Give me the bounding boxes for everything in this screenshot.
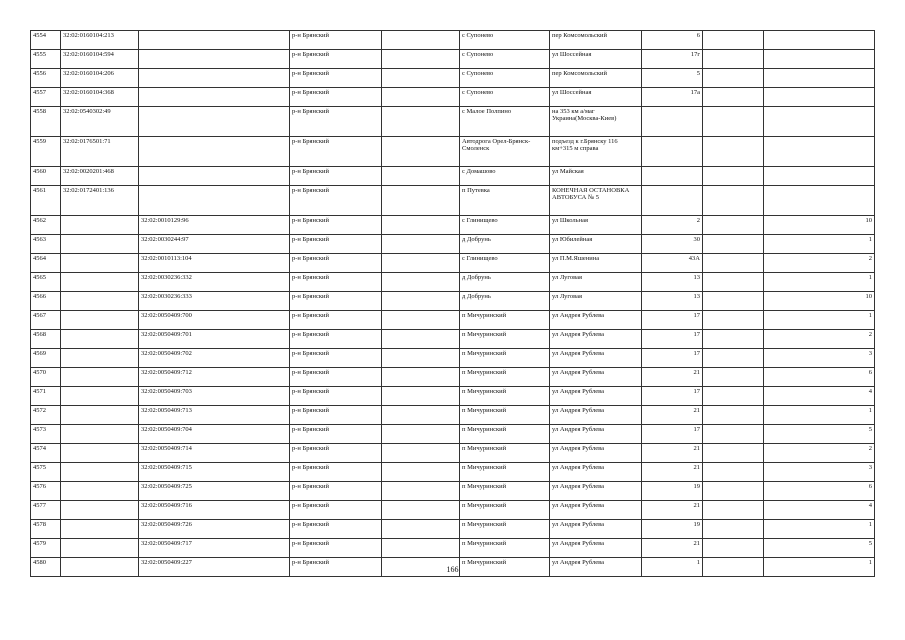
cell-locality: д Добрунь <box>460 292 550 311</box>
cell-count: 2 <box>764 254 875 273</box>
cell-count: 3 <box>764 349 875 368</box>
cell-empty-c <box>703 50 764 69</box>
cell-house: 17 <box>642 349 703 368</box>
cell-street: ул Андрея Рублева <box>550 349 642 368</box>
cell-cadastral: 32:02:0050409:716 <box>139 501 290 520</box>
cell-empty-b <box>382 520 460 539</box>
cell-cadastral <box>139 107 290 137</box>
cell-cadastral-old: 32:02:0160104:206 <box>61 69 139 88</box>
cell-district: р-н Брянский <box>290 69 382 88</box>
cell-street: ул Андрея Рублева <box>550 520 642 539</box>
cell-district: р-н Брянский <box>290 501 382 520</box>
cell-number: 4562 <box>31 216 61 235</box>
cell-district: р-н Брянский <box>290 349 382 368</box>
cell-district: р-н Брянский <box>290 137 382 167</box>
cell-empty-c <box>703 216 764 235</box>
cell-locality: с Супонево <box>460 31 550 50</box>
cell-number: 4561 <box>31 186 61 216</box>
cell-locality: п Мичуринский <box>460 463 550 482</box>
cell-count: 2 <box>764 444 875 463</box>
cell-empty-b <box>382 406 460 425</box>
table-row <box>31 463 875 482</box>
table-row <box>31 292 875 311</box>
table-row <box>31 107 875 137</box>
cell-locality: п Мичуринский <box>460 425 550 444</box>
cell-locality: п Мичуринский <box>460 558 550 577</box>
cell-house <box>642 137 703 167</box>
cell-house: 1 <box>642 558 703 577</box>
cell-house: 17г <box>642 50 703 69</box>
cell-district: р-н Брянский <box>290 406 382 425</box>
table-row <box>31 69 875 88</box>
cell-cadastral-old: 32:02:0160104:368 <box>61 88 139 107</box>
cell-empty-c <box>703 311 764 330</box>
cell-number: 4573 <box>31 425 61 444</box>
cell-cadastral: 32:02:0050409:726 <box>139 520 290 539</box>
cell-cadastral: 32:02:0050409:712 <box>139 368 290 387</box>
cell-cadastral <box>139 69 290 88</box>
cell-locality: п Мичуринский <box>460 501 550 520</box>
cell-cadastral-old <box>61 235 139 254</box>
cell-number: 4576 <box>31 482 61 501</box>
cell-district: р-н Брянский <box>290 31 382 50</box>
cell-locality: п Путевка <box>460 186 550 216</box>
cell-cadastral <box>139 50 290 69</box>
cell-cadastral: 32:02:0050409:725 <box>139 482 290 501</box>
cell-district: р-н Брянский <box>290 482 382 501</box>
cell-count <box>764 167 875 186</box>
cell-street: ул Андрея Рублева <box>550 558 642 577</box>
cell-number: 4554 <box>31 31 61 50</box>
table-row <box>31 167 875 186</box>
cell-empty-c <box>703 444 764 463</box>
cell-empty-c <box>703 69 764 88</box>
cell-house: 6 <box>642 31 703 50</box>
cell-empty-c <box>703 273 764 292</box>
cell-empty-b <box>382 368 460 387</box>
cell-empty-c <box>703 463 764 482</box>
cell-number: 4568 <box>31 330 61 349</box>
cell-cadastral <box>139 88 290 107</box>
cell-cadastral <box>139 167 290 186</box>
cell-district: р-н Брянский <box>290 463 382 482</box>
cell-count: 10 <box>764 216 875 235</box>
cell-locality: п Мичуринский <box>460 444 550 463</box>
cell-street: ул Луговая <box>550 273 642 292</box>
cell-count: 2 <box>764 330 875 349</box>
cell-empty-c <box>703 349 764 368</box>
cell-house: 43А <box>642 254 703 273</box>
cell-cadastral: 32:02:0050409:700 <box>139 311 290 330</box>
cell-count: 10 <box>764 292 875 311</box>
cell-number: 4567 <box>31 311 61 330</box>
cell-empty-b <box>382 482 460 501</box>
cell-house: 21 <box>642 463 703 482</box>
cell-empty-b <box>382 186 460 216</box>
cell-locality: п Мичуринский <box>460 387 550 406</box>
cell-empty-c <box>703 387 764 406</box>
table-row <box>31 482 875 501</box>
cell-house: 21 <box>642 368 703 387</box>
cell-cadastral-old <box>61 387 139 406</box>
cell-empty-b <box>382 501 460 520</box>
table-row <box>31 50 875 69</box>
cell-street: пер Комсомольский <box>550 69 642 88</box>
cell-street: ул Андрея Рублева <box>550 444 642 463</box>
cell-empty-c <box>703 31 764 50</box>
cell-street: ул Андрея Рублева <box>550 425 642 444</box>
cell-street: ул Майская <box>550 167 642 186</box>
cell-street: подъезд к г.Брянску 116 км+315 м справа <box>550 137 642 167</box>
cell-number: 4556 <box>31 69 61 88</box>
cell-street: ул Андрея Рублева <box>550 482 642 501</box>
table-row <box>31 273 875 292</box>
cell-cadastral: 32:02:0030236:333 <box>139 292 290 311</box>
cell-house: 30 <box>642 235 703 254</box>
cell-empty-b <box>382 292 460 311</box>
cell-locality: п Мичуринский <box>460 539 550 558</box>
cell-house: 21 <box>642 539 703 558</box>
cell-empty-c <box>703 520 764 539</box>
cell-house: 21 <box>642 406 703 425</box>
table-row <box>31 539 875 558</box>
cell-district: р-н Брянский <box>290 558 382 577</box>
cell-count: 1 <box>764 558 875 577</box>
cell-street: ул Андрея Рублева <box>550 368 642 387</box>
cell-cadastral-old <box>61 273 139 292</box>
cell-empty-b <box>382 254 460 273</box>
cell-cadastral: 32:02:0050409:702 <box>139 349 290 368</box>
table-row <box>31 349 875 368</box>
cell-empty-b <box>382 387 460 406</box>
cell-empty-b <box>382 425 460 444</box>
cell-house: 5 <box>642 69 703 88</box>
cell-house: 19 <box>642 520 703 539</box>
cell-number: 4571 <box>31 387 61 406</box>
cell-locality: д Добрунь <box>460 273 550 292</box>
cell-cadastral-old <box>61 425 139 444</box>
cell-cadastral <box>139 186 290 216</box>
table-row <box>31 31 875 50</box>
cell-count <box>764 137 875 167</box>
cell-empty-c <box>703 368 764 387</box>
cell-cadastral-old <box>61 254 139 273</box>
cell-empty-b <box>382 50 460 69</box>
cell-cadastral-old: 32:02:0160104:594 <box>61 50 139 69</box>
cell-street: ул Школьная <box>550 216 642 235</box>
cell-house: 21 <box>642 501 703 520</box>
cell-empty-c <box>703 254 764 273</box>
cell-cadastral-old <box>61 444 139 463</box>
cell-street: пер Комсомольский <box>550 31 642 50</box>
cell-district: р-н Брянский <box>290 50 382 69</box>
table-row <box>31 444 875 463</box>
cell-house: 19 <box>642 482 703 501</box>
cell-cadastral: 32:02:0010129:96 <box>139 216 290 235</box>
table-row <box>31 425 875 444</box>
cell-cadastral-old <box>61 501 139 520</box>
cell-cadastral-old <box>61 482 139 501</box>
cell-number: 4555 <box>31 50 61 69</box>
cell-count: 1 <box>764 311 875 330</box>
cell-empty-b <box>382 349 460 368</box>
cell-cadastral: 32:02:0050409:703 <box>139 387 290 406</box>
cell-count: 4 <box>764 387 875 406</box>
cell-number: 4570 <box>31 368 61 387</box>
cell-number: 4577 <box>31 501 61 520</box>
cell-district: р-н Брянский <box>290 107 382 137</box>
cell-empty-c <box>703 137 764 167</box>
cell-empty-c <box>703 107 764 137</box>
cell-street: ул Андрея Рублева <box>550 463 642 482</box>
cell-number: 4569 <box>31 349 61 368</box>
table-row <box>31 216 875 235</box>
cell-street: ул П.М.Яшенина <box>550 254 642 273</box>
cell-house: 17а <box>642 88 703 107</box>
cell-empty-c <box>703 167 764 186</box>
cell-number: 4572 <box>31 406 61 425</box>
cell-count <box>764 50 875 69</box>
cell-locality: с Глинищево <box>460 254 550 273</box>
cell-district: р-н Брянский <box>290 539 382 558</box>
registry-table <box>30 30 875 577</box>
page-number: 166 <box>446 565 459 574</box>
table-row <box>31 254 875 273</box>
cell-district: р-н Брянский <box>290 387 382 406</box>
table-row <box>31 387 875 406</box>
cell-count: 6 <box>764 482 875 501</box>
cell-count: 1 <box>764 406 875 425</box>
cell-house <box>642 107 703 137</box>
cell-number: 4579 <box>31 539 61 558</box>
cell-locality: п Мичуринский <box>460 368 550 387</box>
cell-street: ул Андрея Рублева <box>550 387 642 406</box>
cell-district: р-н Брянский <box>290 254 382 273</box>
cell-cadastral: 32:02:0050409:701 <box>139 330 290 349</box>
cell-empty-b <box>382 88 460 107</box>
cell-empty-b <box>382 31 460 50</box>
cell-district: р-н Брянский <box>290 444 382 463</box>
table-row <box>31 501 875 520</box>
table-row <box>31 186 875 216</box>
cell-count: 1 <box>764 235 875 254</box>
cell-street: ул Шоссейная <box>550 88 642 107</box>
cell-empty-c <box>703 88 764 107</box>
cell-street: ул Луговая <box>550 292 642 311</box>
cell-number: 4558 <box>31 107 61 137</box>
cell-empty-c <box>703 501 764 520</box>
cell-empty-b <box>382 107 460 137</box>
cell-empty-b <box>382 311 460 330</box>
cell-empty-c <box>703 425 764 444</box>
cell-cadastral: 32:02:0050409:704 <box>139 425 290 444</box>
cell-empty-b <box>382 167 460 186</box>
cell-street: на 353 км а/маг Украина(Москва-Киев) <box>550 107 642 137</box>
cell-district: р-н Брянский <box>290 167 382 186</box>
cell-street: ул Андрея Рублева <box>550 406 642 425</box>
cell-count: 5 <box>764 539 875 558</box>
cell-locality: с Глинищево <box>460 216 550 235</box>
cell-cadastral-old <box>61 330 139 349</box>
cell-number: 4578 <box>31 520 61 539</box>
cell-house <box>642 186 703 216</box>
registry-table-body <box>31 31 875 577</box>
cell-locality: п Мичуринский <box>460 520 550 539</box>
cell-number: 4574 <box>31 444 61 463</box>
cell-cadastral-old <box>61 368 139 387</box>
cell-number: 4564 <box>31 254 61 273</box>
cell-locality: п Мичуринский <box>460 311 550 330</box>
cell-district: р-н Брянский <box>290 292 382 311</box>
cell-number: 4566 <box>31 292 61 311</box>
cell-number: 4580 <box>31 558 61 577</box>
cell-empty-c <box>703 482 764 501</box>
cell-number: 4575 <box>31 463 61 482</box>
cell-district: р-н Брянский <box>290 216 382 235</box>
cell-empty-c <box>703 235 764 254</box>
cell-cadastral: 32:02:0050409:227 <box>139 558 290 577</box>
cell-district: р-н Брянский <box>290 235 382 254</box>
cell-cadastral: 32:02:0050409:717 <box>139 539 290 558</box>
cell-locality: д Добрунь <box>460 235 550 254</box>
cell-number: 4559 <box>31 137 61 167</box>
table-row <box>31 368 875 387</box>
cell-district: р-н Брянский <box>290 520 382 539</box>
cell-count <box>764 107 875 137</box>
cell-number: 4557 <box>31 88 61 107</box>
cell-number: 4563 <box>31 235 61 254</box>
table-row <box>31 406 875 425</box>
cell-cadastral-old <box>61 539 139 558</box>
cell-empty-b <box>382 539 460 558</box>
cell-locality: с Супонево <box>460 69 550 88</box>
cell-cadastral-old <box>61 292 139 311</box>
cell-house: 13 <box>642 292 703 311</box>
cell-empty-b <box>382 273 460 292</box>
cell-cadastral: 32:02:0030244:97 <box>139 235 290 254</box>
cell-empty-b <box>382 444 460 463</box>
cell-empty-b <box>382 235 460 254</box>
cell-count: 1 <box>764 520 875 539</box>
cell-empty-c <box>703 186 764 216</box>
table-row <box>31 235 875 254</box>
cell-count <box>764 69 875 88</box>
cell-empty-b <box>382 330 460 349</box>
cell-street: ул Андрея Рублева <box>550 539 642 558</box>
cell-locality: п Мичуринский <box>460 482 550 501</box>
cell-cadastral-old: 32:02:0160104:213 <box>61 31 139 50</box>
cell-locality: с Домашово <box>460 167 550 186</box>
cell-cadastral-old: 32:02:0176501:71 <box>61 137 139 167</box>
cell-locality: с Супонево <box>460 88 550 107</box>
cell-empty-b <box>382 463 460 482</box>
cell-number: 4560 <box>31 167 61 186</box>
cell-house: 17 <box>642 425 703 444</box>
cell-locality: Автодрога Орел-Брянск-Смоленск <box>460 137 550 167</box>
cell-cadastral: 32:02:0050409:713 <box>139 406 290 425</box>
cell-locality: с Супонево <box>460 50 550 69</box>
cell-house: 13 <box>642 273 703 292</box>
cell-district: р-н Брянский <box>290 425 382 444</box>
cell-empty-b <box>382 216 460 235</box>
cell-street: ул Андрея Рублева <box>550 311 642 330</box>
table-row <box>31 311 875 330</box>
cell-empty-c <box>703 292 764 311</box>
cell-empty-b <box>382 69 460 88</box>
cell-house: 2 <box>642 216 703 235</box>
cell-cadastral: 32:02:0050409:714 <box>139 444 290 463</box>
table-row <box>31 88 875 107</box>
cell-street: КОНЕЧНАЯ ОСТАНОВКА АВТОБУСА № 5 <box>550 186 642 216</box>
cell-empty-b <box>382 137 460 167</box>
cell-cadastral-old: 32:02:0020201:468 <box>61 167 139 186</box>
cell-street: ул Юбилейная <box>550 235 642 254</box>
cell-empty-c <box>703 539 764 558</box>
cell-count <box>764 88 875 107</box>
cell-cadastral-old <box>61 349 139 368</box>
cell-cadastral-old <box>61 216 139 235</box>
cell-count: 1 <box>764 273 875 292</box>
cell-cadastral-old <box>61 463 139 482</box>
cell-street: ул Шоссейная <box>550 50 642 69</box>
cell-cadastral-old <box>61 520 139 539</box>
table-row <box>31 330 875 349</box>
cell-house: 17 <box>642 311 703 330</box>
cell-street: ул Андрея Рублева <box>550 330 642 349</box>
cell-street: ул Андрея Рублева <box>550 501 642 520</box>
cell-cadastral <box>139 31 290 50</box>
cell-house: 21 <box>642 444 703 463</box>
cell-count <box>764 186 875 216</box>
cell-empty-c <box>703 406 764 425</box>
cell-district: р-н Брянский <box>290 273 382 292</box>
cell-cadastral: 32:02:0010113:104 <box>139 254 290 273</box>
cell-cadastral: 32:02:0030236:332 <box>139 273 290 292</box>
cell-locality: с Малое Полпино <box>460 107 550 137</box>
cell-count: 6 <box>764 368 875 387</box>
cell-cadastral-old <box>61 311 139 330</box>
cell-locality: п Мичуринский <box>460 406 550 425</box>
cell-house: 17 <box>642 330 703 349</box>
cell-count: 5 <box>764 425 875 444</box>
cell-locality: п Мичуринский <box>460 330 550 349</box>
cell-empty-c <box>703 330 764 349</box>
cell-count <box>764 31 875 50</box>
table-row <box>31 520 875 539</box>
cell-cadastral-old: 32:02:0540302:49 <box>61 107 139 137</box>
cell-cadastral <box>139 137 290 167</box>
cell-house <box>642 167 703 186</box>
cell-cadastral-old <box>61 406 139 425</box>
cell-district: р-н Брянский <box>290 88 382 107</box>
cell-district: р-н Брянский <box>290 311 382 330</box>
cell-number: 4565 <box>31 273 61 292</box>
cell-district: р-н Брянский <box>290 368 382 387</box>
cell-district: р-н Брянский <box>290 186 382 216</box>
cell-house: 17 <box>642 387 703 406</box>
cell-cadastral: 32:02:0050409:715 <box>139 463 290 482</box>
cell-count: 3 <box>764 463 875 482</box>
cell-locality: п Мичуринский <box>460 349 550 368</box>
table-row <box>31 137 875 167</box>
cell-cadastral-old: 32:02:0172401:136 <box>61 186 139 216</box>
cell-district: р-н Брянский <box>290 330 382 349</box>
cell-count: 4 <box>764 501 875 520</box>
